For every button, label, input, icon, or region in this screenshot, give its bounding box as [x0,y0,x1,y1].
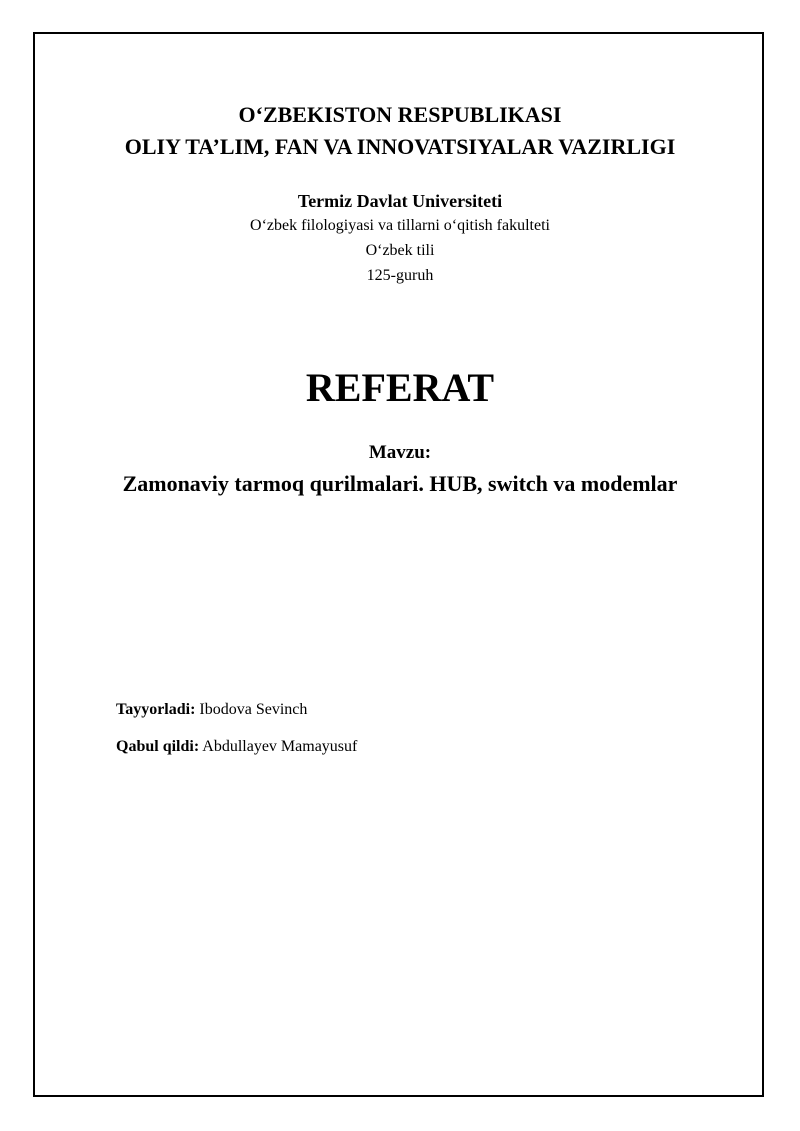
group-name: 125-guruh [366,267,434,284]
faculty-name: O‘zbek filologiyasi va tillarni o‘qitish fakulteti [250,217,550,234]
topic-label: Mavzu: [368,442,432,463]
republic-heading: O‘ZBEKISTON RESPUBLIKASI [238,102,562,127]
accepted-by [116,737,357,757]
accepted-by-label: Qabul qildi: [116,738,200,755]
prepared-by-name: Ibodova Sevinch [199,701,308,718]
prepared-by [116,700,307,720]
university-name: Termiz Davlat Universiteti [297,191,503,211]
prepared-by-label: Tayyorladi: [116,701,196,718]
accepted-by-name: Abdullayev Mamayusuf [202,738,358,755]
document-title: REFERAT [305,365,495,410]
ministry-heading: OLIY TA’LIM, FAN VA INNOVATSIYALAR VAZIRLIGI [124,134,676,159]
department-name: O‘zbek tili [365,242,435,259]
topic-text: Zamonaviy tarmoq qurilmalari. HUB, switch va modemlar [122,471,678,496]
